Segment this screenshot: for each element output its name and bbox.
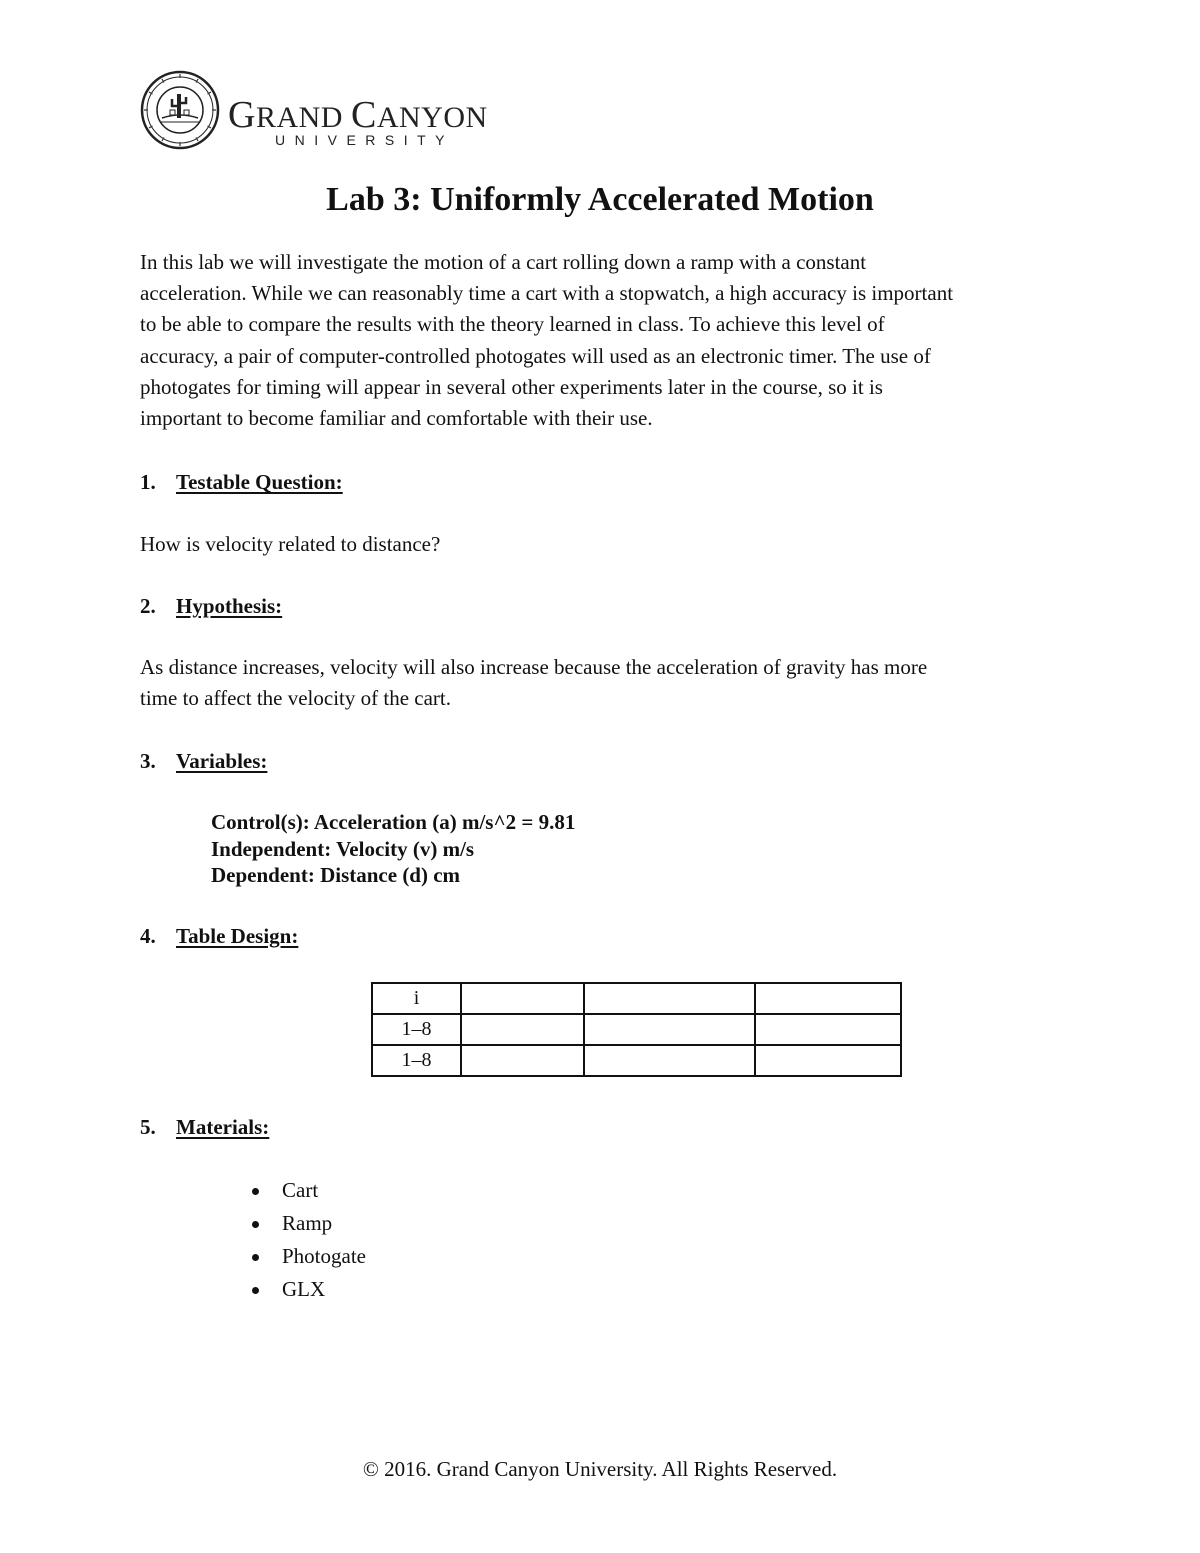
table-cell	[755, 1014, 901, 1045]
section-heading-materials	[140, 1113, 269, 1141]
section-number: 2.	[140, 594, 156, 618]
intro-line: to be able to compare the results with the theory learned in class. To achieve this level of	[140, 312, 885, 337]
table-cell: 1–8	[372, 1045, 461, 1076]
bullet-icon	[252, 1188, 259, 1195]
gcu-logo	[140, 70, 500, 150]
section-heading-testable-question	[140, 468, 343, 496]
material-label: Cart	[282, 1178, 319, 1202]
section-label: Materials:	[176, 1115, 270, 1139]
table-row	[372, 1045, 901, 1076]
list-item	[250, 1273, 366, 1306]
section-label: Table Design:	[176, 924, 299, 948]
table-row	[372, 983, 901, 1014]
hypothesis-line: As distance increases, velocity will also increase because the acceleration of gravity has more	[140, 655, 928, 679]
intro-line: photogates for timing will appear in several other experiments later in the course, so it is	[140, 374, 883, 399]
table-cell	[584, 983, 755, 1014]
table-cell: 1–8	[372, 1014, 461, 1045]
material-label: GLX	[282, 1277, 326, 1301]
section-label: Hypothesis:	[176, 594, 283, 618]
section-label: Testable Question:	[176, 470, 343, 494]
intro-line: accuracy, a pair of computer-controlled photogates will used as an electronic timer. The use of	[140, 343, 931, 368]
section-number: 1.	[140, 470, 156, 494]
table-cell	[755, 983, 901, 1014]
materials-list	[250, 1174, 366, 1306]
wordmark-university: UNIVERSITY	[275, 132, 455, 148]
bullet-icon	[252, 1221, 259, 1228]
intro-line: acceleration. While we can reasonably time a cart with a stopwatch, a high accuracy is important	[140, 281, 954, 306]
intro-line: important to become familiar and comfortable with their use.	[140, 406, 653, 431]
section-number: 4.	[140, 924, 156, 948]
table-cell	[584, 1014, 755, 1045]
table-row	[372, 1014, 901, 1045]
list-item	[250, 1174, 366, 1207]
wordmark-grand-canyon: GRAND CANYON	[228, 94, 488, 136]
hypothesis-line: time to affect the velocity of the cart.	[140, 686, 451, 710]
table-cell	[461, 983, 584, 1014]
list-item	[250, 1240, 366, 1273]
section-number: 5.	[140, 1115, 156, 1139]
section-label: Variables:	[176, 749, 268, 773]
section-heading-variables	[140, 747, 267, 775]
section-heading-table-design	[140, 922, 298, 950]
list-item	[250, 1207, 366, 1240]
section-heading-hypothesis	[140, 592, 282, 620]
bullet-icon	[252, 1254, 259, 1261]
testable-question-text: How is velocity related to distance?	[140, 532, 441, 556]
intro-paragraph	[140, 247, 1060, 434]
table-cell	[461, 1014, 584, 1045]
variable-dependent: Dependent: Distance (d) cm	[211, 863, 461, 887]
material-label: Photogate	[282, 1244, 366, 1268]
table-cell: i	[372, 983, 461, 1014]
table-cell	[755, 1045, 901, 1076]
table-cell	[461, 1045, 584, 1076]
bullet-icon	[252, 1287, 259, 1294]
variable-independent: Independent: Velocity (v) m/s	[211, 837, 475, 861]
table-cell	[584, 1045, 755, 1076]
variable-control: Control(s): Acceleration (a) m/s^2 = 9.81	[211, 810, 576, 834]
section-number: 3.	[140, 749, 156, 773]
page-title: Lab 3: Uniformly Accelerated Motion	[326, 181, 874, 218]
university-seal-icon	[140, 70, 220, 150]
intro-line: In this lab we will investigate the motion of a cart rolling down a ramp with a constant	[140, 250, 867, 274]
material-label: Ramp	[282, 1211, 333, 1235]
design-table	[371, 982, 902, 1077]
copyright-footer: © 2016. Grand Canyon University. All Rights Reserved.	[362, 1457, 838, 1481]
